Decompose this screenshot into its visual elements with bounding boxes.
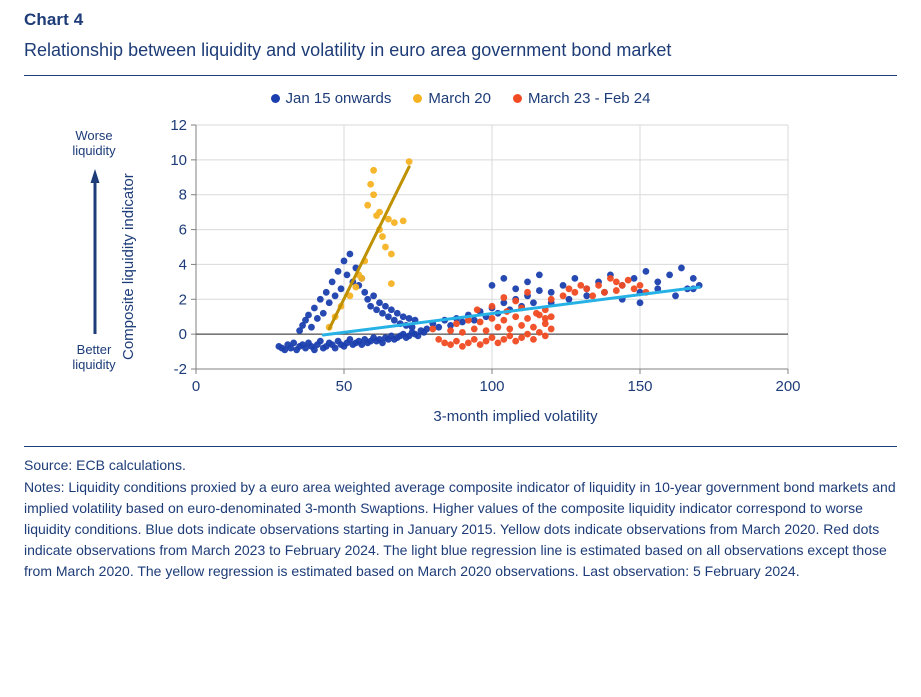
data-point bbox=[518, 322, 525, 329]
data-point bbox=[290, 339, 297, 346]
data-point bbox=[477, 341, 484, 348]
data-point bbox=[506, 325, 513, 332]
data-point bbox=[382, 243, 389, 250]
x-tick-label: 0 bbox=[191, 377, 201, 395]
data-point bbox=[323, 289, 330, 296]
legend-item-red bbox=[513, 90, 651, 107]
data-point bbox=[459, 318, 466, 325]
data-point bbox=[500, 294, 507, 301]
data-point bbox=[483, 338, 490, 345]
data-point bbox=[637, 299, 644, 306]
data-point bbox=[459, 343, 466, 350]
data-point bbox=[566, 296, 573, 303]
data-point bbox=[388, 250, 395, 257]
worse-liquidity-annotation: Worse liquidity bbox=[72, 127, 116, 158]
data-point bbox=[548, 296, 555, 303]
data-point bbox=[400, 217, 407, 224]
data-point bbox=[631, 275, 638, 282]
data-point bbox=[400, 313, 407, 320]
data-point bbox=[489, 303, 496, 310]
data-point bbox=[370, 167, 377, 174]
better-liquidity-annotation: Better liquidity bbox=[72, 341, 116, 372]
legend-label-blue: Jan 15 onwards bbox=[285, 89, 392, 107]
notes-divider bbox=[24, 446, 897, 447]
data-point bbox=[524, 278, 531, 285]
data-point bbox=[453, 320, 460, 327]
footer-notes bbox=[24, 455, 897, 582]
data-point bbox=[471, 336, 478, 343]
data-point bbox=[601, 289, 608, 296]
data-point bbox=[423, 325, 430, 332]
chart-label: Chart 4 bbox=[24, 10, 84, 29]
data-point bbox=[625, 277, 632, 284]
data-point bbox=[341, 257, 348, 264]
data-point bbox=[512, 285, 519, 292]
data-point bbox=[637, 282, 644, 289]
data-point bbox=[471, 325, 478, 332]
scatter-plot bbox=[144, 107, 804, 423]
data-point bbox=[391, 317, 398, 324]
data-point bbox=[379, 233, 386, 240]
data-point bbox=[607, 275, 614, 282]
data-point bbox=[332, 292, 339, 299]
data-point bbox=[613, 278, 620, 285]
data-point bbox=[548, 325, 555, 332]
data-point bbox=[370, 292, 377, 299]
y-tick-label: 12 bbox=[170, 116, 187, 134]
data-point bbox=[367, 303, 374, 310]
data-point bbox=[352, 284, 359, 291]
data-point bbox=[465, 339, 472, 346]
data-point bbox=[379, 310, 386, 317]
data-point bbox=[376, 299, 383, 306]
legend-item-yellow bbox=[413, 90, 491, 107]
data-point bbox=[631, 285, 638, 292]
data-point bbox=[376, 209, 383, 216]
data-point bbox=[483, 327, 490, 334]
data-point bbox=[613, 287, 620, 294]
chart-legend bbox=[24, 76, 897, 107]
data-point bbox=[548, 289, 555, 296]
data-point bbox=[364, 202, 371, 209]
data-point bbox=[441, 339, 448, 346]
data-point bbox=[530, 299, 537, 306]
data-point bbox=[512, 297, 519, 304]
series-march-23-feb-24 bbox=[429, 275, 649, 350]
x-tick-label: 150 bbox=[627, 377, 653, 395]
data-point bbox=[560, 282, 567, 289]
data-point bbox=[500, 317, 507, 324]
y-tick-label: -2 bbox=[173, 360, 187, 378]
x-tick-label: 100 bbox=[479, 377, 505, 395]
data-point bbox=[495, 339, 502, 346]
data-point bbox=[536, 287, 543, 294]
data-point bbox=[335, 268, 342, 275]
data-point bbox=[367, 181, 374, 188]
data-point bbox=[406, 158, 413, 165]
data-point bbox=[643, 268, 650, 275]
data-point bbox=[542, 315, 549, 322]
data-point bbox=[571, 289, 578, 296]
data-point bbox=[518, 334, 525, 341]
data-point bbox=[533, 310, 540, 317]
x-axis-label: 3-month implied volatility bbox=[433, 407, 598, 425]
y-axis-label: Composite liquidity indicator bbox=[120, 173, 137, 361]
data-point bbox=[447, 341, 454, 348]
up-arrow-icon bbox=[90, 169, 100, 334]
data-point bbox=[447, 327, 454, 334]
data-point bbox=[320, 310, 327, 317]
data-point bbox=[385, 313, 392, 320]
data-point bbox=[654, 278, 661, 285]
data-point bbox=[344, 271, 351, 278]
data-point bbox=[530, 324, 537, 331]
data-point bbox=[326, 299, 333, 306]
data-point bbox=[536, 271, 543, 278]
data-point bbox=[548, 313, 555, 320]
data-point bbox=[305, 311, 312, 318]
data-point bbox=[530, 336, 537, 343]
y-tick-label: 8 bbox=[178, 186, 187, 204]
x-tick-label: 200 bbox=[775, 377, 801, 395]
data-point bbox=[459, 329, 466, 336]
legend-label-yellow: March 20 bbox=[428, 89, 491, 107]
legend-item-blue bbox=[271, 90, 392, 107]
data-point bbox=[666, 271, 673, 278]
data-point bbox=[361, 289, 368, 296]
data-point bbox=[678, 264, 685, 271]
y-tick-label: 10 bbox=[170, 151, 187, 169]
page-title: Relationship between liquidity and volatility in euro area government bond market bbox=[24, 40, 672, 60]
data-point bbox=[373, 306, 380, 313]
data-point bbox=[391, 219, 398, 226]
source-text: Source: ECB calculations. bbox=[24, 456, 186, 473]
figure bbox=[24, 76, 897, 446]
data-point bbox=[382, 303, 389, 310]
data-point bbox=[332, 345, 339, 352]
data-point bbox=[619, 282, 626, 289]
x-tick-label: 50 bbox=[335, 377, 353, 395]
data-point bbox=[495, 324, 502, 331]
data-point bbox=[308, 324, 315, 331]
data-point bbox=[571, 275, 578, 282]
data-point bbox=[329, 278, 336, 285]
data-point bbox=[690, 275, 697, 282]
data-point bbox=[311, 304, 318, 311]
data-point bbox=[560, 292, 567, 299]
data-point bbox=[477, 318, 484, 325]
legend-label-red: March 23 - Feb 24 bbox=[527, 89, 651, 107]
data-point bbox=[506, 332, 513, 339]
y-tick-label: 6 bbox=[178, 221, 187, 239]
data-point bbox=[406, 315, 413, 322]
data-point bbox=[347, 250, 354, 257]
data-point bbox=[524, 315, 531, 322]
plot-area-wrapper bbox=[24, 107, 897, 423]
data-point bbox=[524, 331, 531, 338]
data-point bbox=[672, 292, 679, 299]
data-point bbox=[589, 292, 596, 299]
data-point bbox=[566, 285, 573, 292]
legend-dot-icon bbox=[271, 94, 280, 103]
data-point bbox=[435, 336, 442, 343]
data-point bbox=[429, 325, 436, 332]
data-point bbox=[358, 275, 365, 282]
data-point bbox=[471, 317, 478, 324]
data-point bbox=[489, 315, 496, 322]
data-point bbox=[388, 306, 395, 313]
y-tick-label: 0 bbox=[178, 325, 187, 343]
data-point bbox=[500, 275, 507, 282]
data-point bbox=[435, 324, 442, 331]
legend-dot-icon bbox=[513, 94, 522, 103]
data-point bbox=[500, 336, 507, 343]
data-point bbox=[338, 285, 345, 292]
data-point bbox=[489, 334, 496, 341]
y-tick-label: 4 bbox=[178, 256, 187, 274]
data-point bbox=[595, 282, 602, 289]
data-point bbox=[388, 280, 395, 287]
data-point bbox=[583, 285, 590, 292]
data-point bbox=[370, 191, 377, 198]
data-point bbox=[394, 310, 401, 317]
data-point bbox=[453, 338, 460, 345]
data-point bbox=[542, 332, 549, 339]
data-point bbox=[512, 338, 519, 345]
data-point bbox=[512, 313, 519, 320]
y-tick-label: 2 bbox=[178, 291, 187, 309]
data-point bbox=[583, 292, 590, 299]
data-point bbox=[489, 282, 496, 289]
data-point bbox=[536, 329, 543, 336]
data-point bbox=[577, 282, 584, 289]
data-point bbox=[364, 296, 371, 303]
data-point bbox=[317, 338, 324, 345]
data-point bbox=[317, 296, 324, 303]
data-point bbox=[314, 315, 321, 322]
data-point bbox=[524, 289, 531, 296]
notes-text: Notes: Liquidity conditions proxied by a euro area weighted average composite indicator of liquidity in 10-year government bond markets and implied volatility based on euro-denominated 3-month Swaptions. Higher values of the composite liquidity indicator correspond to worse liquidity conditions. Blue dots indicate observations starting in January 2015. Yellow dots indicate observations from March 2020. Red dots indicate observations from March 2023 to February 2024. The light blue regression line is estimated based on all observations except those from March 2020. The yellow regression is estimated based on March 2020 observations. Last observation: 5 February 2024. bbox=[24, 478, 896, 579]
data-point bbox=[474, 306, 481, 313]
legend-dot-icon bbox=[413, 94, 422, 103]
